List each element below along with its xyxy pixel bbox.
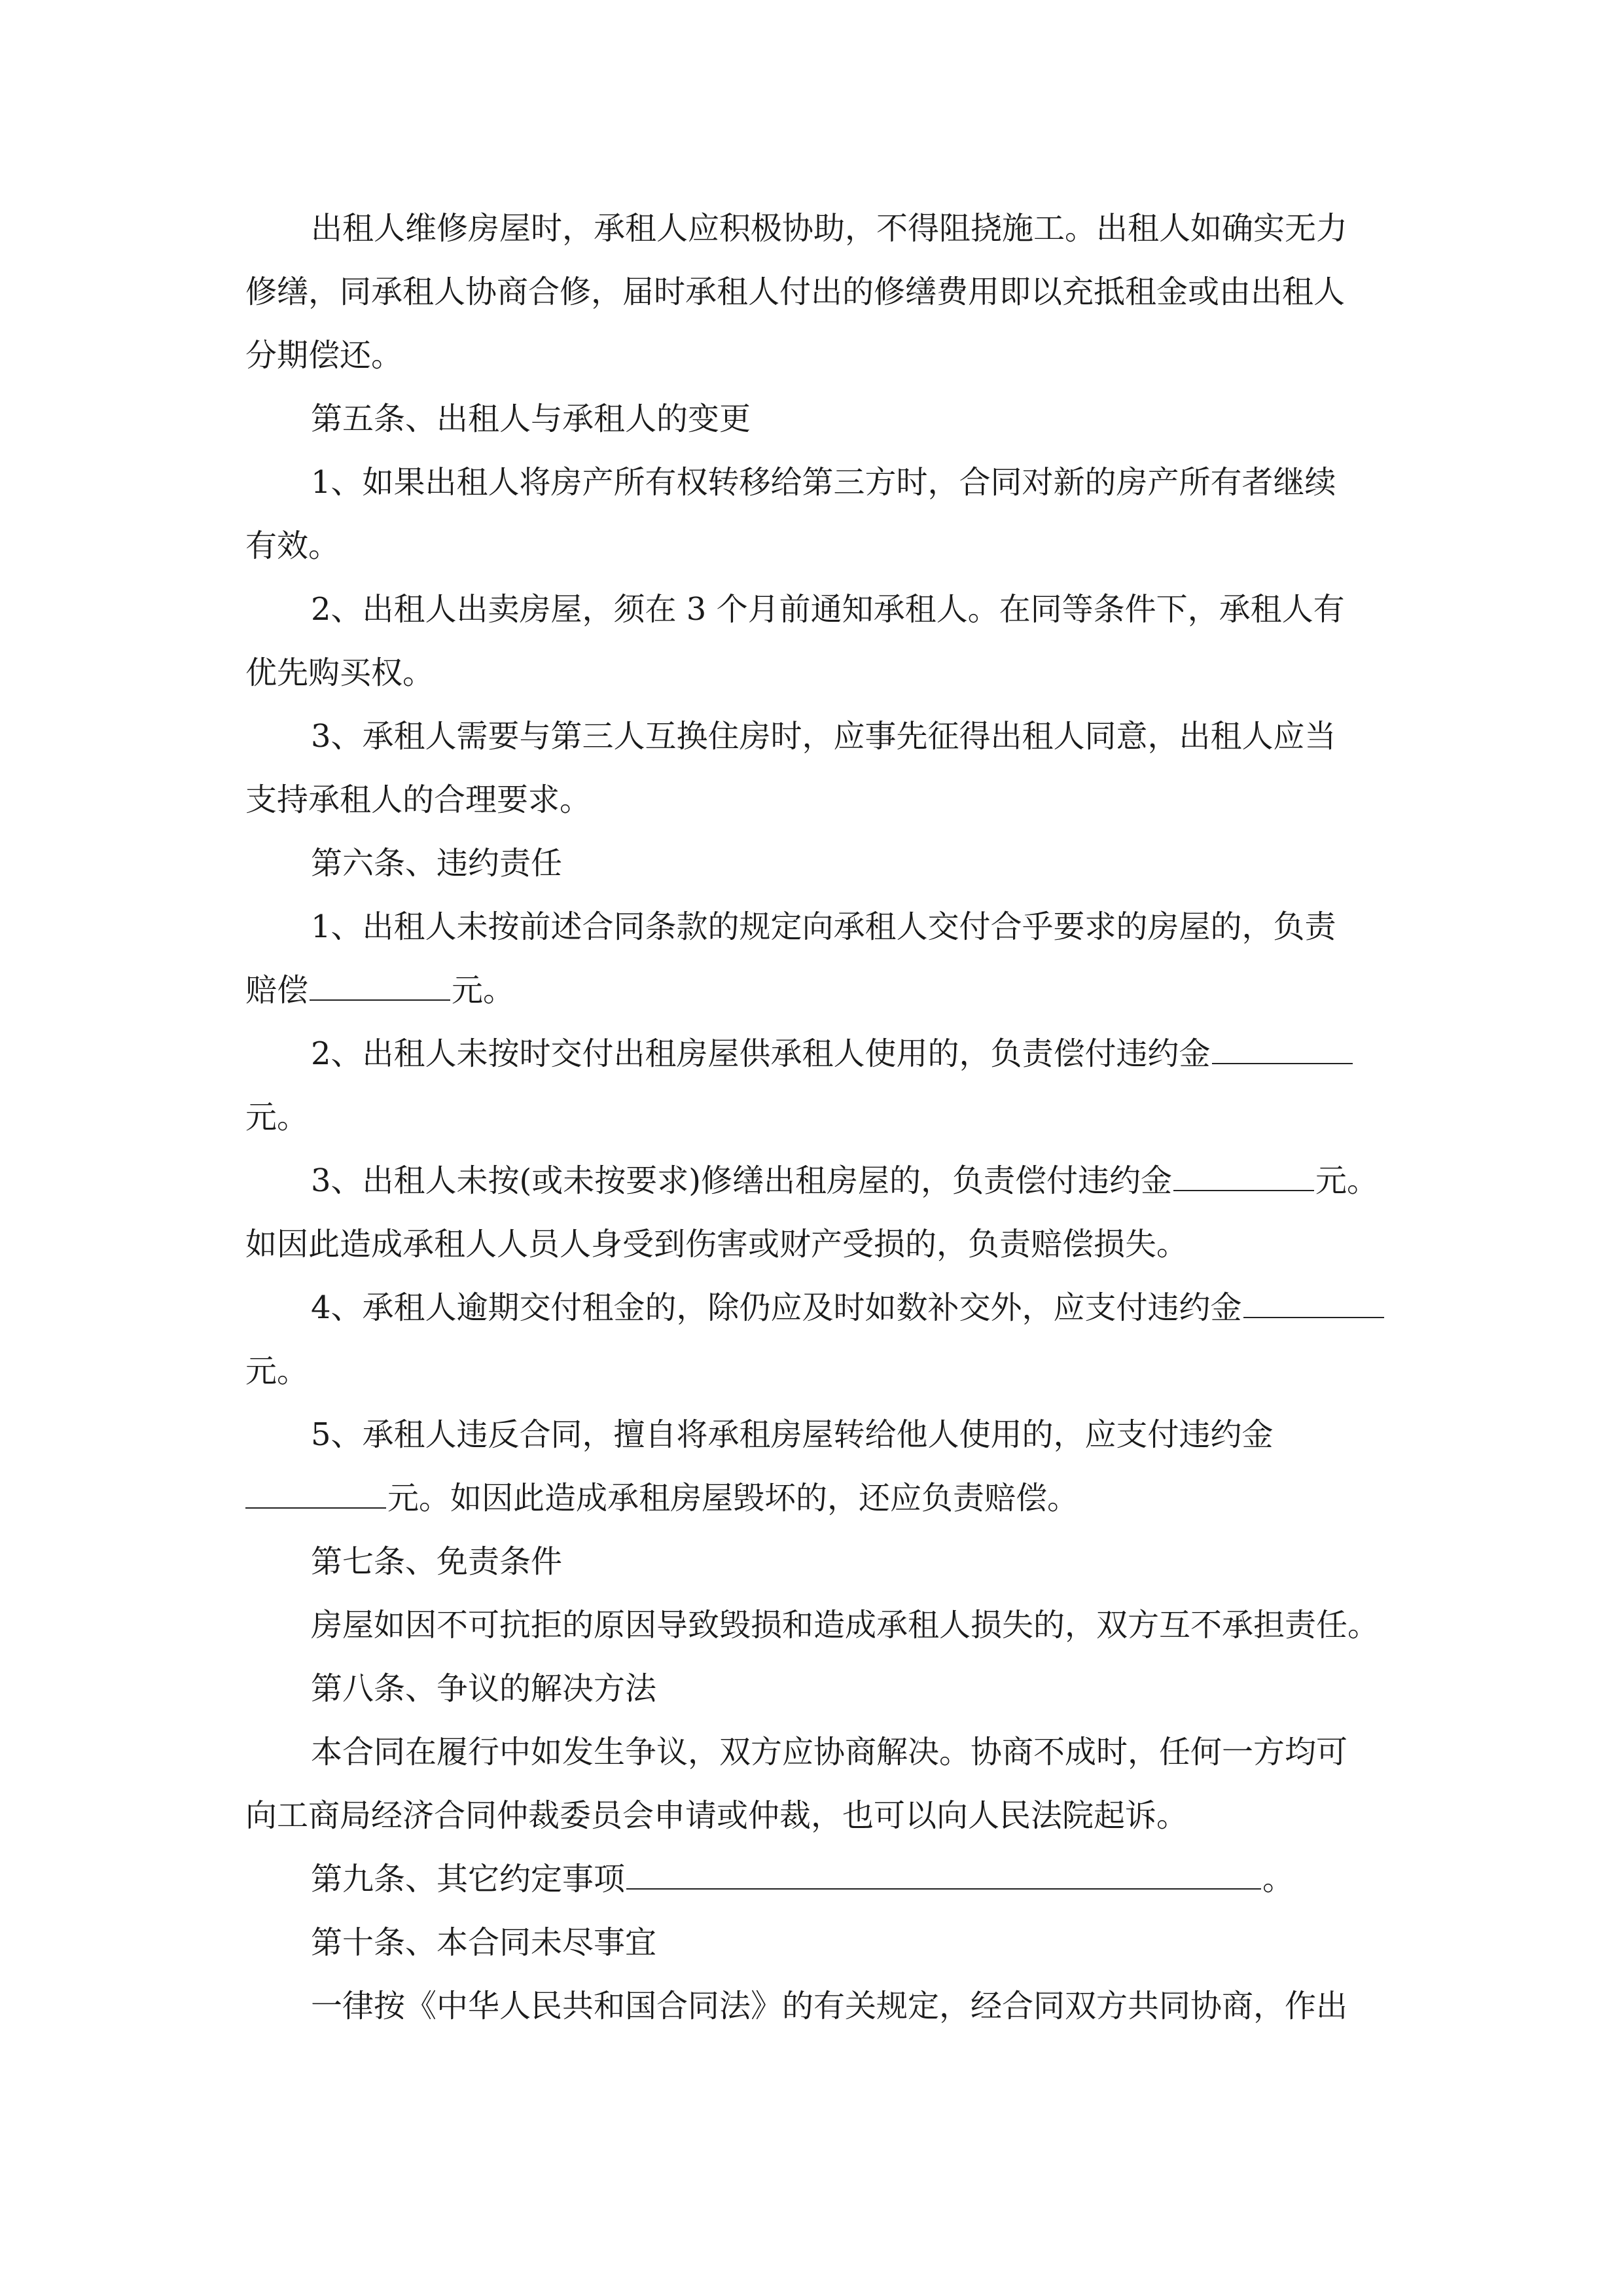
heading-text: 第九条、其它约定事项 (311, 1861, 626, 1897)
paragraph-line (311, 1276, 1385, 1340)
paragraph-line (311, 1593, 1379, 1657)
article-heading (311, 1530, 562, 1594)
fill-in-blank[interactable] (1243, 1278, 1384, 1318)
paragraph-line (311, 1149, 1378, 1213)
text-line: 修缮，同承租人协商合修，届时承租人付出的修缮费用即以充抵租金或由出租人 (245, 274, 1346, 310)
text-line: 4、承租人逾期交付租金的，除仍应及时如数补交外，应支付违约金 (311, 1289, 1242, 1326)
paragraph-line (245, 1085, 308, 1149)
text-line: 元。 (452, 972, 515, 1009)
fill-in-blank[interactable] (1212, 1024, 1353, 1064)
paragraph-line (245, 1784, 1188, 1848)
fill-in-blank[interactable] (310, 960, 450, 1001)
text-line: 元。 (245, 1099, 309, 1136)
paragraph-line (311, 704, 1336, 768)
article-heading (311, 387, 751, 451)
text-line: 2、出租人未按时交付出租房屋供承租人使用的，负责偿付违约金 (311, 1035, 1211, 1072)
fill-in-blank[interactable] (245, 1468, 386, 1509)
paragraph-line (245, 323, 402, 387)
paragraph-line (245, 514, 340, 578)
text-line: 1、如果出租人将房产所有权转移给第三方时，合同对新的房产所有者继续 (311, 464, 1336, 501)
heading-text: 第十条、本合同未尽事宜 (311, 1924, 657, 1961)
text-line: 元。如因此造成承租房屋毁坏的，还应负责赔偿。 (387, 1480, 1079, 1516)
text-line: 5、承租人违反合同，擅自将承租房屋转给他人使用的，应支付违约金 (311, 1416, 1274, 1453)
text-line: 支持承租人的合理要求。 (245, 781, 592, 818)
paragraph-line (245, 958, 514, 1022)
text-line: 本合同在履行中如发生争议，双方应协商解决。协商不成时，任何一方均可 (311, 1734, 1348, 1770)
paragraph-line (311, 196, 1347, 260)
text-line: 3、出租人未按(或未按要求)修缮出租房屋的，负责偿付违约金 (311, 1162, 1172, 1199)
paragraph-line (311, 450, 1336, 514)
heading-text: 第八条、争议的解决方法 (311, 1670, 657, 1707)
text-line: 元。 (1315, 1162, 1379, 1199)
paragraph-line (311, 1403, 1274, 1467)
text-line: 2、出租人出卖房屋，须在 3 个月前通知承租人。在同等条件下，承租人有 (311, 591, 1345, 628)
paragraph-line (245, 1339, 308, 1403)
text-line: 出租人维修房屋时，承租人应积极协助，不得阻挠施工。出租人如确实无力 (311, 210, 1348, 247)
paragraph-line (311, 1022, 1354, 1086)
text-line: 3、承租人需要与第三人互换住房时，应事先征得出租人同意，出租人应当 (311, 718, 1336, 755)
text-line: 赔偿 (245, 972, 309, 1009)
paragraph-line (245, 1212, 1188, 1276)
heading-text: 第六条、违约责任 (311, 845, 563, 882)
paragraph-line (311, 1974, 1347, 2038)
paragraph-line (311, 1720, 1347, 1784)
article-heading (311, 1847, 1294, 1911)
fill-in-blank[interactable] (1173, 1151, 1314, 1191)
paragraph-line (245, 1466, 1079, 1530)
paragraph-line (311, 895, 1336, 959)
paragraph-line (311, 577, 1345, 641)
paragraph-line (245, 260, 1345, 324)
text-line: 元。 (245, 1353, 309, 1390)
text-line: 向工商局经济合同仲裁委员会申请或仲裁，也可以向人民法院起诉。 (245, 1797, 1188, 1834)
text-line: 分期偿还。 (245, 337, 403, 374)
text-line: 房屋如因不可抗拒的原因导致毁损和造成承租人损失的，双方互不承担责任。 (311, 1607, 1380, 1643)
text-line: 优先购买权。 (245, 655, 435, 691)
paragraph-line (245, 641, 434, 705)
text-line: 1、出租人未按前述合同条款的规定向承租人交付合乎要求的房屋的，负责 (311, 908, 1336, 945)
article-heading (311, 1657, 656, 1721)
text-line: 。 (1262, 1861, 1294, 1897)
heading-text: 第五条、出租人与承租人的变更 (311, 401, 751, 437)
fill-in-blank[interactable] (626, 1849, 1261, 1890)
contract-body (245, 196, 1381, 2094)
text-line: 如因此造成承租人人员人身受到伤害或财产受损的，负责赔偿损失。 (245, 1226, 1188, 1263)
article-heading (311, 831, 562, 895)
article-heading (311, 1910, 656, 1975)
text-line: 有效。 (245, 528, 340, 564)
heading-text: 第七条、免责条件 (311, 1543, 563, 1580)
text-line: 一律按《中华人民共和国合同法》的有关规定，经合同双方共同协商，作出 (311, 1988, 1348, 2024)
paragraph-line (245, 768, 591, 832)
